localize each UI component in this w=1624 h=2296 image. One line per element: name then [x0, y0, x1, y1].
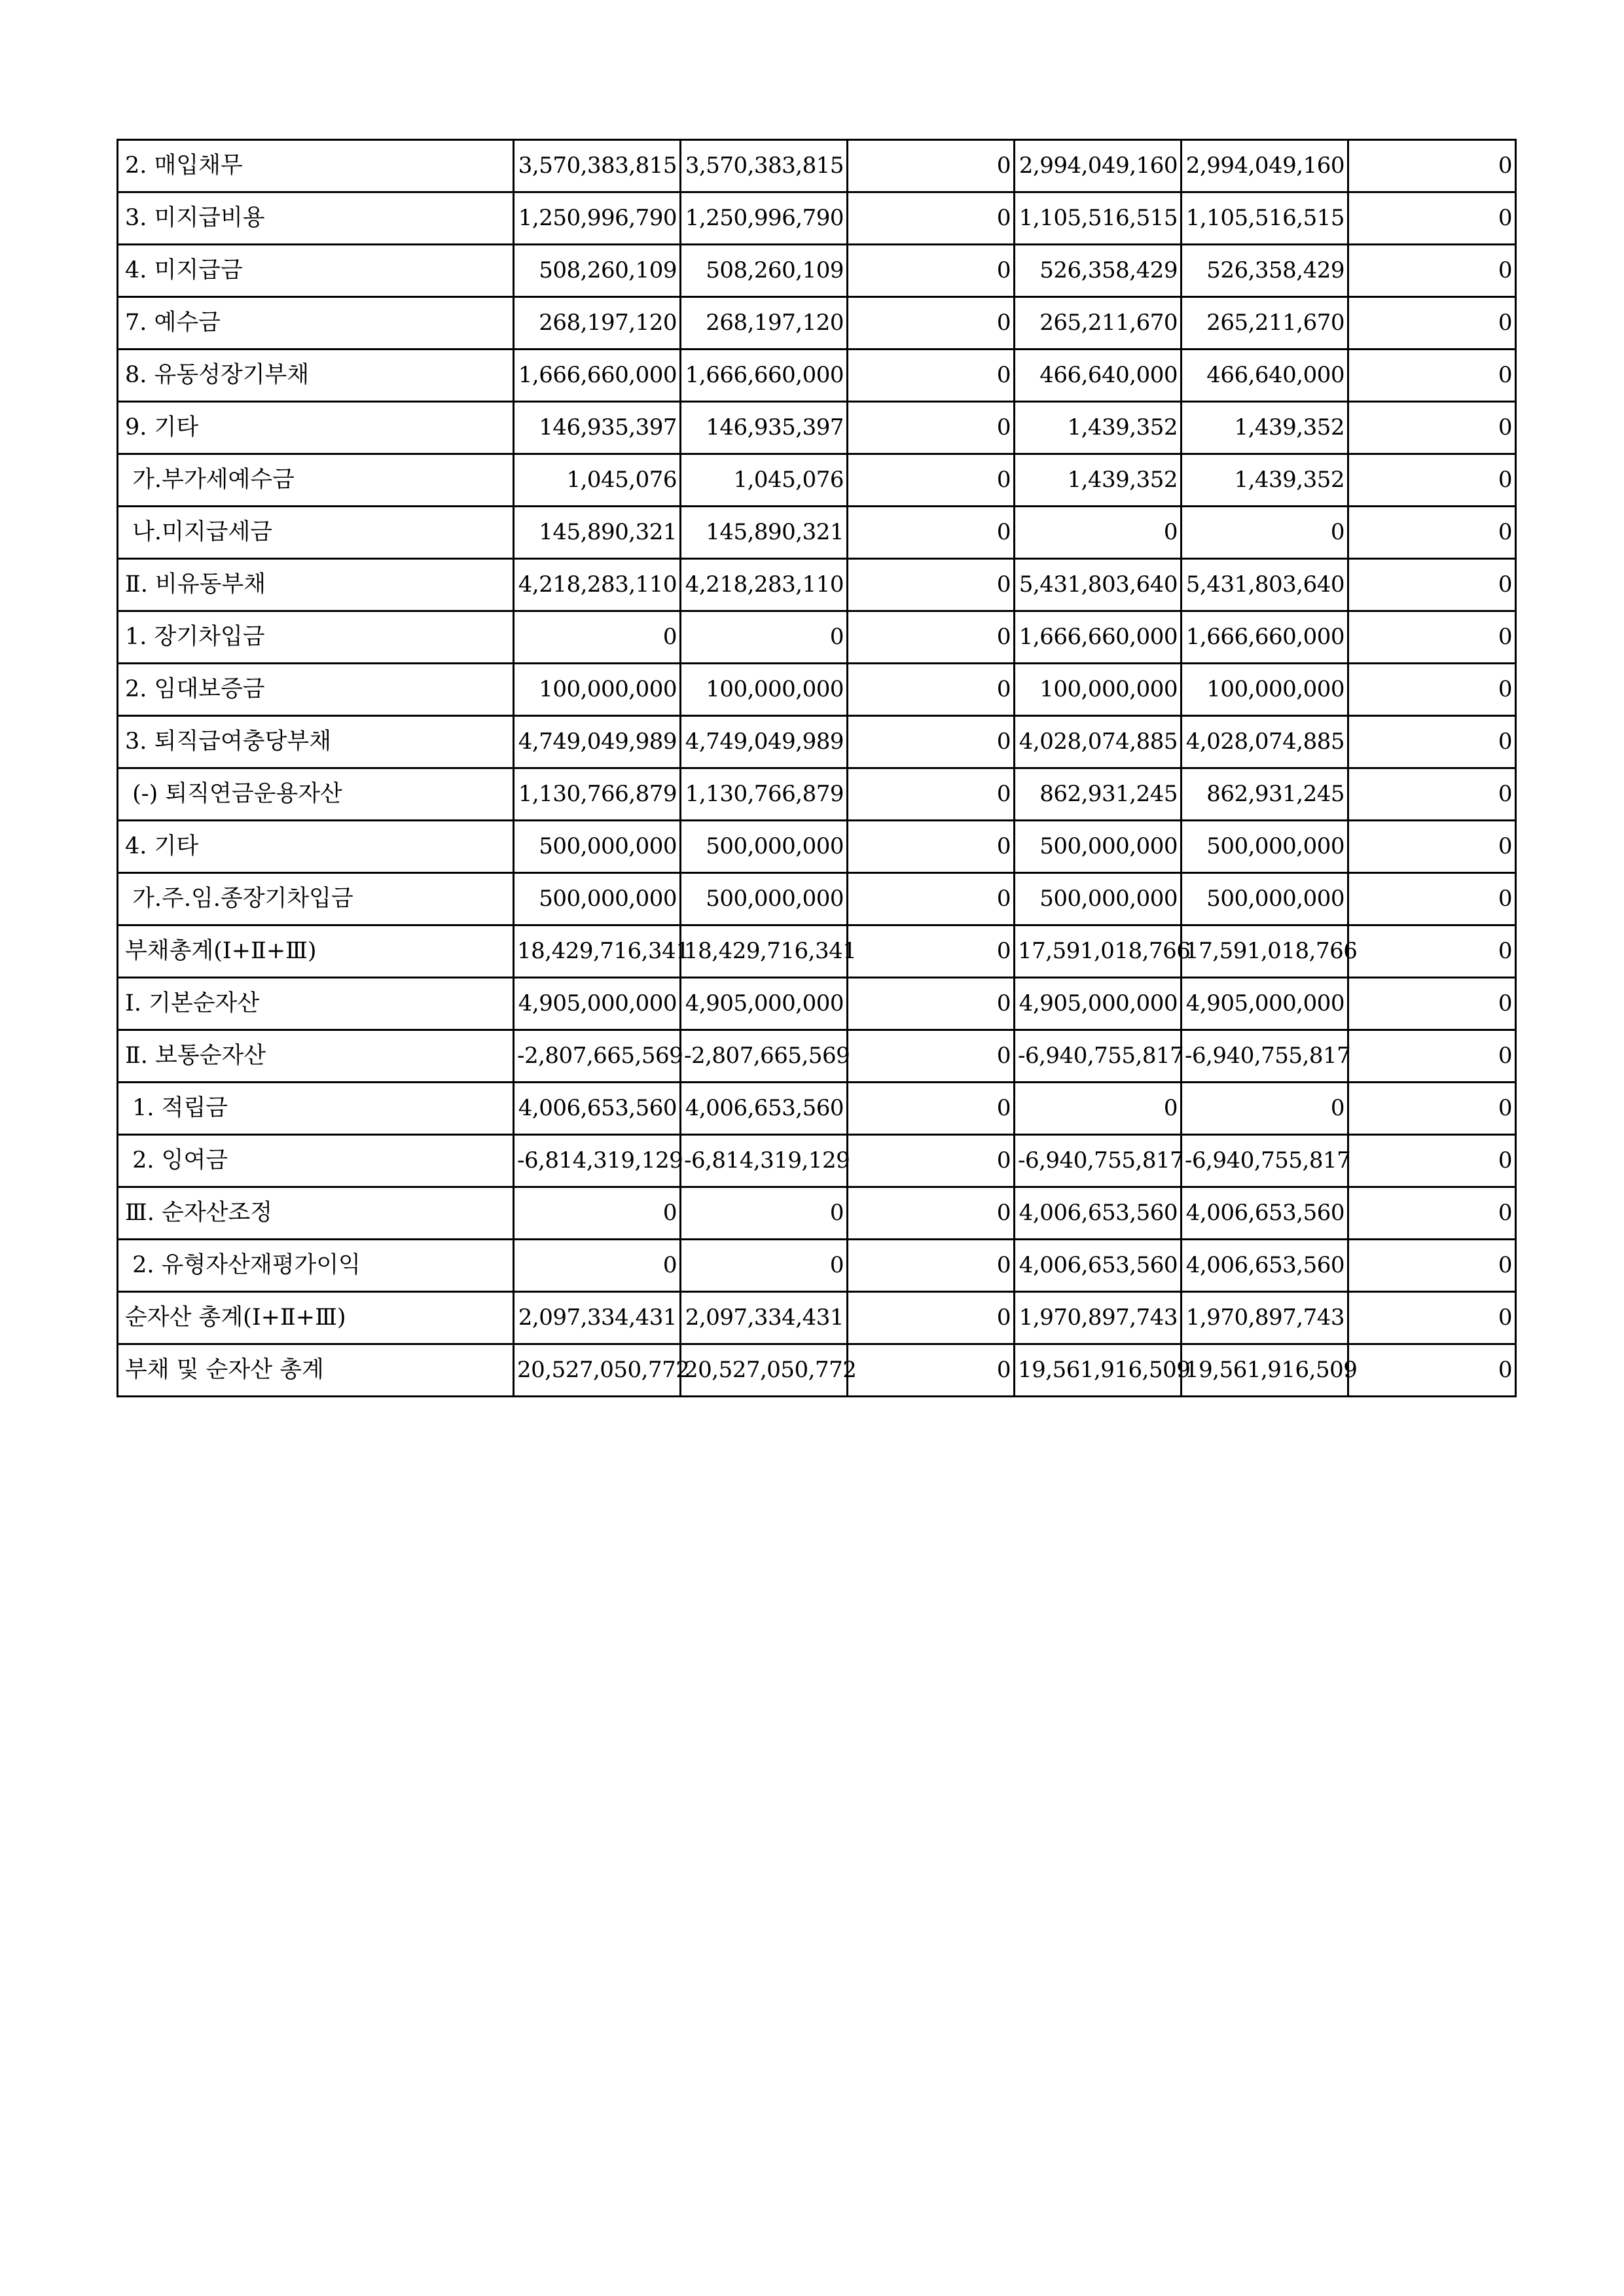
amount-cell: 146,935,397: [514, 402, 681, 454]
amount-cell: 268,197,120: [514, 297, 681, 350]
amount-cell: -6,814,319,129: [681, 1135, 848, 1187]
row-label: (-) 퇴직연금운용자산: [118, 768, 514, 821]
amount-cell: 0: [514, 611, 681, 664]
amount-cell: 0: [1348, 350, 1516, 402]
amount-cell: 1,970,897,743: [1015, 1292, 1182, 1344]
amount-cell: 4,905,000,000: [1015, 978, 1182, 1030]
amount-cell: 5,431,803,640: [1182, 559, 1348, 611]
amount-cell: 19,561,916,509: [1015, 1344, 1182, 1397]
amount-cell: 0: [848, 297, 1015, 350]
amount-cell: 18,429,716,341: [514, 925, 681, 978]
amount-cell: 4,006,653,560: [681, 1083, 848, 1135]
amount-cell: 0: [848, 873, 1015, 925]
row-label: Ⅰ. 기본순자산: [118, 978, 514, 1030]
table-row: [118, 664, 1516, 716]
row-label: 부채총계(Ⅰ+Ⅱ+Ⅲ): [118, 925, 514, 978]
amount-cell: 500,000,000: [681, 873, 848, 925]
amount-cell: 862,931,245: [1015, 768, 1182, 821]
amount-cell: 1,666,660,000: [514, 350, 681, 402]
amount-cell: -6,940,755,817: [1015, 1030, 1182, 1083]
table-row: [118, 1030, 1516, 1083]
amount-cell: 500,000,000: [1182, 821, 1348, 873]
amount-cell: 146,935,397: [681, 402, 848, 454]
amount-cell: 2,994,049,160: [1182, 140, 1348, 192]
amount-cell: 4,905,000,000: [514, 978, 681, 1030]
amount-cell: 500,000,000: [1015, 821, 1182, 873]
amount-cell: 1,666,660,000: [1182, 611, 1348, 664]
table-row: [118, 507, 1516, 559]
amount-cell: 0: [848, 1030, 1015, 1083]
table-row: [118, 611, 1516, 664]
amount-cell: 500,000,000: [1015, 873, 1182, 925]
amount-cell: 0: [1348, 664, 1516, 716]
amount-cell: 4,749,049,989: [514, 716, 681, 768]
amount-cell: 508,260,109: [514, 245, 681, 297]
amount-cell: 0: [848, 454, 1015, 507]
amount-cell: 0: [848, 1187, 1015, 1240]
row-label: 4. 기타: [118, 821, 514, 873]
amount-cell: 19,561,916,509: [1182, 1344, 1348, 1397]
amount-cell: -2,807,665,569: [514, 1030, 681, 1083]
amount-cell: 0: [848, 507, 1015, 559]
table-row: [118, 925, 1516, 978]
amount-cell: 0: [848, 1344, 1015, 1397]
table-row: [118, 768, 1516, 821]
table-row: [118, 454, 1516, 507]
amount-cell: 5,431,803,640: [1015, 559, 1182, 611]
amount-cell: 17,591,018,766: [1015, 925, 1182, 978]
amount-cell: 0: [1182, 507, 1348, 559]
amount-cell: 0: [1348, 978, 1516, 1030]
amount-cell: 20,527,050,772: [514, 1344, 681, 1397]
amount-cell: 862,931,245: [1182, 768, 1348, 821]
table-row: [118, 1240, 1516, 1292]
amount-cell: 0: [848, 140, 1015, 192]
amount-cell: 0: [1348, 245, 1516, 297]
amount-cell: 0: [848, 245, 1015, 297]
amount-cell: 0: [848, 978, 1015, 1030]
amount-cell: 0: [681, 1187, 848, 1240]
amount-cell: 1,666,660,000: [1015, 611, 1182, 664]
row-label: 1. 적립금: [118, 1083, 514, 1135]
amount-cell: 4,028,074,885: [1182, 716, 1348, 768]
amount-cell: 0: [848, 192, 1015, 245]
row-label: 2. 유형자산재평가이익: [118, 1240, 514, 1292]
amount-cell: 0: [1348, 1344, 1516, 1397]
amount-cell: 0: [848, 1240, 1015, 1292]
amount-cell: 0: [1348, 297, 1516, 350]
amount-cell: 0: [681, 1240, 848, 1292]
amount-cell: 0: [1348, 1030, 1516, 1083]
row-label: Ⅱ. 보통순자산: [118, 1030, 514, 1083]
row-label: 2. 잉여금: [118, 1135, 514, 1187]
amount-cell: 4,905,000,000: [1182, 978, 1348, 1030]
row-label: 9. 기타: [118, 402, 514, 454]
amount-cell: 4,006,653,560: [1182, 1240, 1348, 1292]
row-label: 가.주.임.종장기차입금: [118, 873, 514, 925]
amount-cell: 100,000,000: [681, 664, 848, 716]
amount-cell: 1,439,352: [1182, 454, 1348, 507]
amount-cell: 0: [681, 611, 848, 664]
amount-cell: -6,940,755,817: [1182, 1135, 1348, 1187]
amount-cell: 268,197,120: [681, 297, 848, 350]
amount-cell: 0: [1015, 507, 1182, 559]
table-row: [118, 1083, 1516, 1135]
amount-cell: 0: [848, 350, 1015, 402]
amount-cell: 0: [1348, 1135, 1516, 1187]
amount-cell: 1,439,352: [1182, 402, 1348, 454]
amount-cell: 265,211,670: [1015, 297, 1182, 350]
amount-cell: 0: [1348, 873, 1516, 925]
amount-cell: 0: [514, 1187, 681, 1240]
amount-cell: 265,211,670: [1182, 297, 1348, 350]
amount-cell: 0: [848, 402, 1015, 454]
amount-cell: 0: [514, 1240, 681, 1292]
amount-cell: 466,640,000: [1015, 350, 1182, 402]
amount-cell: 0: [1348, 1187, 1516, 1240]
amount-cell: 0: [848, 1083, 1015, 1135]
amount-cell: -6,940,755,817: [1015, 1135, 1182, 1187]
row-label: 3. 퇴직급여충당부채: [118, 716, 514, 768]
amount-cell: 0: [1348, 140, 1516, 192]
row-label: 나.미지급세금: [118, 507, 514, 559]
amount-cell: 0: [1348, 559, 1516, 611]
amount-cell: 4,218,283,110: [514, 559, 681, 611]
amount-cell: 0: [1182, 1083, 1348, 1135]
amount-cell: 0: [848, 559, 1015, 611]
amount-cell: 0: [1348, 716, 1516, 768]
table-row: [118, 821, 1516, 873]
amount-cell: 0: [848, 1135, 1015, 1187]
amount-cell: 0: [848, 821, 1015, 873]
balance-sheet-body: [118, 140, 1516, 1397]
row-label: 부채 및 순자산 총계: [118, 1344, 514, 1397]
row-label: 2. 매입채무: [118, 140, 514, 192]
amount-cell: 0: [1348, 611, 1516, 664]
amount-cell: 1,439,352: [1015, 454, 1182, 507]
amount-cell: 0: [848, 716, 1015, 768]
row-label: 7. 예수금: [118, 297, 514, 350]
amount-cell: 1,045,076: [514, 454, 681, 507]
balance-sheet-table: [117, 139, 1517, 1397]
amount-cell: 3,570,383,815: [681, 140, 848, 192]
amount-cell: 0: [1348, 821, 1516, 873]
amount-cell: -6,940,755,817: [1182, 1030, 1348, 1083]
amount-cell: 145,890,321: [514, 507, 681, 559]
table-row: [118, 140, 1516, 192]
amount-cell: 0: [1348, 507, 1516, 559]
table-row: [118, 873, 1516, 925]
table-row: [118, 297, 1516, 350]
amount-cell: 500,000,000: [681, 821, 848, 873]
amount-cell: 4,006,653,560: [514, 1083, 681, 1135]
amount-cell: -2,807,665,569: [681, 1030, 848, 1083]
amount-cell: 0: [848, 1292, 1015, 1344]
amount-cell: 526,358,429: [1182, 245, 1348, 297]
table-row: [118, 192, 1516, 245]
table-row: [118, 978, 1516, 1030]
amount-cell: 0: [848, 768, 1015, 821]
amount-cell: 100,000,000: [1015, 664, 1182, 716]
amount-cell: 1,105,516,515: [1182, 192, 1348, 245]
amount-cell: 2,097,334,431: [681, 1292, 848, 1344]
amount-cell: 100,000,000: [1182, 664, 1348, 716]
amount-cell: 0: [1348, 1240, 1516, 1292]
amount-cell: 0: [1348, 768, 1516, 821]
amount-cell: 0: [1348, 402, 1516, 454]
amount-cell: 1,250,996,790: [681, 192, 848, 245]
amount-cell: 145,890,321: [681, 507, 848, 559]
table-row: [118, 1344, 1516, 1397]
amount-cell: -6,814,319,129: [514, 1135, 681, 1187]
amount-cell: 1,666,660,000: [681, 350, 848, 402]
row-label: 순자산 총계(Ⅰ+Ⅱ+Ⅲ): [118, 1292, 514, 1344]
amount-cell: 100,000,000: [514, 664, 681, 716]
amount-cell: 4,218,283,110: [681, 559, 848, 611]
row-label: Ⅱ. 비유동부채: [118, 559, 514, 611]
amount-cell: 17,591,018,766: [1182, 925, 1348, 978]
table-row: [118, 559, 1516, 611]
amount-cell: 0: [848, 925, 1015, 978]
amount-cell: 4,905,000,000: [681, 978, 848, 1030]
amount-cell: 1,105,516,515: [1015, 192, 1182, 245]
amount-cell: 4,749,049,989: [681, 716, 848, 768]
row-label: 가.부가세예수금: [118, 454, 514, 507]
amount-cell: 4,028,074,885: [1015, 716, 1182, 768]
amount-cell: 1,045,076: [681, 454, 848, 507]
amount-cell: 0: [1348, 925, 1516, 978]
table-row: [118, 1187, 1516, 1240]
amount-cell: 1,250,996,790: [514, 192, 681, 245]
amount-cell: 0: [1015, 1083, 1182, 1135]
row-label: 3. 미지급비용: [118, 192, 514, 245]
amount-cell: 0: [848, 611, 1015, 664]
amount-cell: 1,130,766,879: [681, 768, 848, 821]
amount-cell: 1,970,897,743: [1182, 1292, 1348, 1344]
amount-cell: 4,006,653,560: [1015, 1240, 1182, 1292]
row-label: 1. 장기차입금: [118, 611, 514, 664]
amount-cell: 18,429,716,341: [681, 925, 848, 978]
table-row: [118, 716, 1516, 768]
amount-cell: 2,097,334,431: [514, 1292, 681, 1344]
amount-cell: 0: [1348, 454, 1516, 507]
amount-cell: 20,527,050,772: [681, 1344, 848, 1397]
amount-cell: 2,994,049,160: [1015, 140, 1182, 192]
table-row: [118, 402, 1516, 454]
amount-cell: 500,000,000: [514, 821, 681, 873]
table-row: [118, 245, 1516, 297]
amount-cell: 1,130,766,879: [514, 768, 681, 821]
row-label: 8. 유동성장기부채: [118, 350, 514, 402]
amount-cell: 526,358,429: [1015, 245, 1182, 297]
amount-cell: 0: [1348, 1083, 1516, 1135]
amount-cell: 4,006,653,560: [1182, 1187, 1348, 1240]
table-row: [118, 1135, 1516, 1187]
amount-cell: 0: [1348, 1292, 1516, 1344]
amount-cell: 508,260,109: [681, 245, 848, 297]
amount-cell: 1,439,352: [1015, 402, 1182, 454]
amount-cell: 500,000,000: [1182, 873, 1348, 925]
amount-cell: 500,000,000: [514, 873, 681, 925]
amount-cell: 0: [1348, 192, 1516, 245]
amount-cell: 3,570,383,815: [514, 140, 681, 192]
amount-cell: 0: [848, 664, 1015, 716]
row-label: 4. 미지급금: [118, 245, 514, 297]
row-label: 2. 임대보증금: [118, 664, 514, 716]
amount-cell: 4,006,653,560: [1015, 1187, 1182, 1240]
amount-cell: 466,640,000: [1182, 350, 1348, 402]
table-row: [118, 1292, 1516, 1344]
row-label: Ⅲ. 순자산조정: [118, 1187, 514, 1240]
table-row: [118, 350, 1516, 402]
